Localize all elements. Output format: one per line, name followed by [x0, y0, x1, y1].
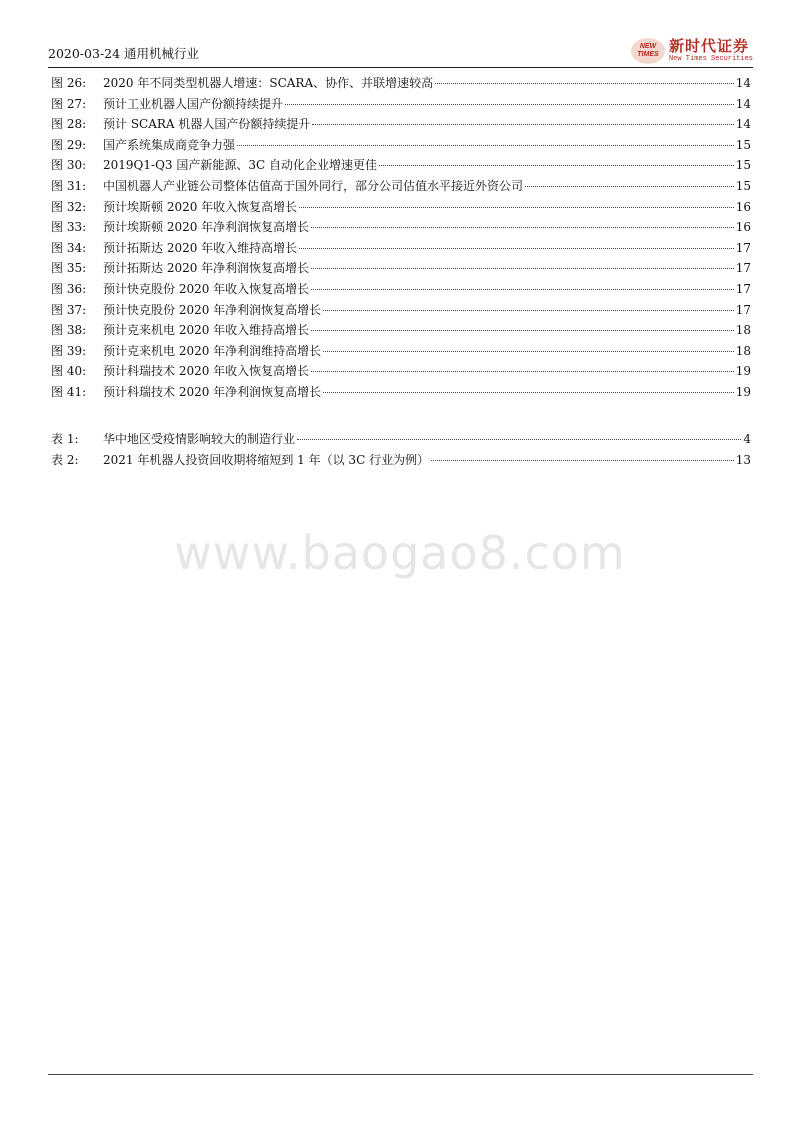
toc-leader-dots	[311, 227, 734, 228]
toc-entry-label: 图 39:	[51, 343, 87, 358]
table-list	[51, 430, 751, 471]
toc-leader-dots	[237, 145, 734, 146]
toc-entry-label: 图 26:	[51, 76, 87, 90]
toc-leader-dots	[285, 104, 734, 105]
toc-entry-title: 华中地区受疫情影响较大的制造行业	[103, 432, 296, 446]
toc-entry-label: 图 38:	[51, 323, 87, 338]
toc-entry-title: 2020 年不同类型机器人增速：SCARA、协作、并联增速较高	[103, 76, 434, 90]
toc-entry[interactable]	[51, 95, 751, 116]
toc-entry-label: 表 2:	[51, 452, 79, 467]
watermark: www.baogao8.com	[174, 526, 626, 580]
toc-entry-title: 国产系统集成商竞争力强	[103, 137, 236, 152]
logo-text	[669, 38, 753, 64]
toc-entry-page: 17	[735, 302, 751, 317]
toc-entry-title: 预计克来机电 2020 年收入维持高增长	[103, 323, 310, 338]
toc-entry-title: 预计拓斯达 2020 年收入维持高增长	[103, 240, 298, 255]
toc-entry-page: 18	[735, 343, 751, 358]
header-divider	[48, 67, 753, 68]
toc-entry-page: 19	[735, 384, 751, 399]
toc-entry-page: 17	[735, 281, 751, 296]
footer-divider	[48, 1074, 753, 1075]
toc-entry[interactable]	[51, 383, 751, 404]
toc-entry-page: 4	[743, 432, 751, 446]
toc-entry[interactable]	[51, 451, 751, 472]
toc-entry-title: 预计拓斯达 2020 年净利润恢复高增长	[103, 261, 310, 276]
toc-entry[interactable]	[51, 177, 751, 198]
toc-entry[interactable]	[51, 115, 751, 136]
toc-leader-dots	[323, 351, 734, 352]
toc-leader-dots	[379, 165, 734, 166]
toc-leader-dots	[311, 268, 734, 269]
toc-entry-label: 图 32:	[51, 199, 87, 214]
toc-entry-label: 图 33:	[51, 220, 87, 235]
toc-entry[interactable]	[51, 430, 751, 451]
toc-entry-page: 15	[735, 178, 751, 193]
toc-leader-dots	[299, 207, 734, 208]
toc-entry-label: 图 40:	[51, 364, 87, 379]
toc-entry[interactable]	[51, 259, 751, 280]
toc-entry[interactable]	[51, 239, 751, 260]
toc-entry-page: 13	[735, 452, 751, 467]
logo-badge-icon	[631, 38, 665, 64]
toc-entry-label: 图 27:	[51, 96, 87, 111]
toc-entry[interactable]	[51, 301, 751, 322]
toc-entry-title: 预计工业机器人国产份额持续提升	[103, 96, 284, 111]
toc-entry-title: 预计克来机电 2020 年净利润维持高增长	[103, 343, 322, 358]
toc-entry-label: 表 1:	[51, 432, 79, 446]
page-header	[48, 38, 753, 68]
toc-entry-title: 预计快克股份 2020 年净利润恢复高增长	[103, 302, 322, 317]
toc-leader-dots	[311, 371, 734, 372]
toc-entry-label: 图 28:	[51, 117, 87, 132]
toc-entry-label: 图 34:	[51, 240, 87, 255]
toc-leader-dots	[525, 186, 734, 187]
toc-entry[interactable]	[51, 156, 751, 177]
toc-entry-title: 预计埃斯顿 2020 年净利润恢复高增长	[103, 220, 310, 235]
toc-entry-label: 图 36:	[51, 281, 87, 296]
toc-entry-title: 预计 SCARA 机器人国产份额持续提升	[103, 117, 311, 132]
toc-entry-page: 18	[735, 323, 751, 338]
toc-entry[interactable]	[51, 74, 751, 95]
toc-entry-label: 图 30:	[51, 158, 87, 173]
toc-entry[interactable]	[51, 218, 751, 239]
toc-leader-dots	[323, 392, 734, 393]
toc-leader-dots	[435, 83, 734, 84]
toc-entry-page: 17	[735, 261, 751, 276]
toc-entry[interactable]	[51, 342, 751, 363]
logo-name-en: New Times Securities	[668, 55, 753, 63]
toc-entry-label: 图 29:	[51, 137, 87, 152]
toc-leader-dots	[431, 460, 734, 461]
toc-entry[interactable]	[51, 362, 751, 383]
toc-entry-title: 2019Q1-Q3 国产新能源、3C 自动化企业增速更佳	[103, 158, 377, 173]
toc-leader-dots	[311, 289, 734, 290]
toc-entry-title: 预计科瑞技术 2020 年收入恢复高增长	[103, 364, 310, 379]
toc-entry[interactable]	[51, 198, 751, 219]
toc-leader-dots	[312, 124, 733, 125]
toc-leader-dots	[323, 310, 734, 311]
toc-leader-dots	[299, 248, 734, 249]
toc-entry-title: 预计埃斯顿 2020 年收入恢复高增长	[103, 199, 298, 214]
toc-entry-page: 14	[735, 117, 751, 132]
toc-entry[interactable]	[51, 280, 751, 301]
toc-entry-label: 图 31:	[51, 178, 87, 193]
toc-entry-page: 17	[735, 240, 751, 255]
toc-entry-title: 预计快克股份 2020 年收入恢复高增长	[103, 281, 310, 296]
logo-badge-top: NEW	[639, 43, 657, 50]
toc-entry-label: 图 37:	[51, 302, 87, 317]
toc-entry-label: 图 35:	[51, 261, 87, 276]
toc-entry[interactable]	[51, 136, 751, 157]
toc-leader-dots	[297, 439, 741, 440]
toc-entry-page: 14	[735, 76, 751, 90]
toc-entry-title: 2021 年机器人投资回收期将缩短到 1 年（以 3C 行业为例）	[103, 452, 430, 467]
toc-entry-page: 15	[735, 137, 751, 152]
company-logo	[631, 38, 753, 64]
toc-entry-page: 15	[735, 158, 751, 173]
toc-leader-dots	[311, 330, 734, 331]
toc-entry-page: 16	[735, 220, 751, 235]
toc-entry-label: 图 41:	[51, 384, 87, 399]
figure-list	[51, 74, 751, 404]
toc-entry-title: 预计科瑞技术 2020 年净利润恢复高增长	[103, 384, 322, 399]
logo-name-cn: 新时代证券	[668, 37, 749, 55]
toc-entry[interactable]	[51, 321, 751, 342]
toc-entry-page: 14	[735, 96, 751, 111]
toc-entry-page: 19	[735, 364, 751, 379]
toc-entry-page: 16	[735, 199, 751, 214]
header-date-section: 2020-03-24 通用机械行业	[48, 46, 200, 61]
logo-badge-bottom: TIMES	[637, 51, 659, 58]
toc-entry-title: 中国机器人产业链公司整体估值高于国外同行，部分公司估值水平接近外资公司	[103, 178, 524, 193]
